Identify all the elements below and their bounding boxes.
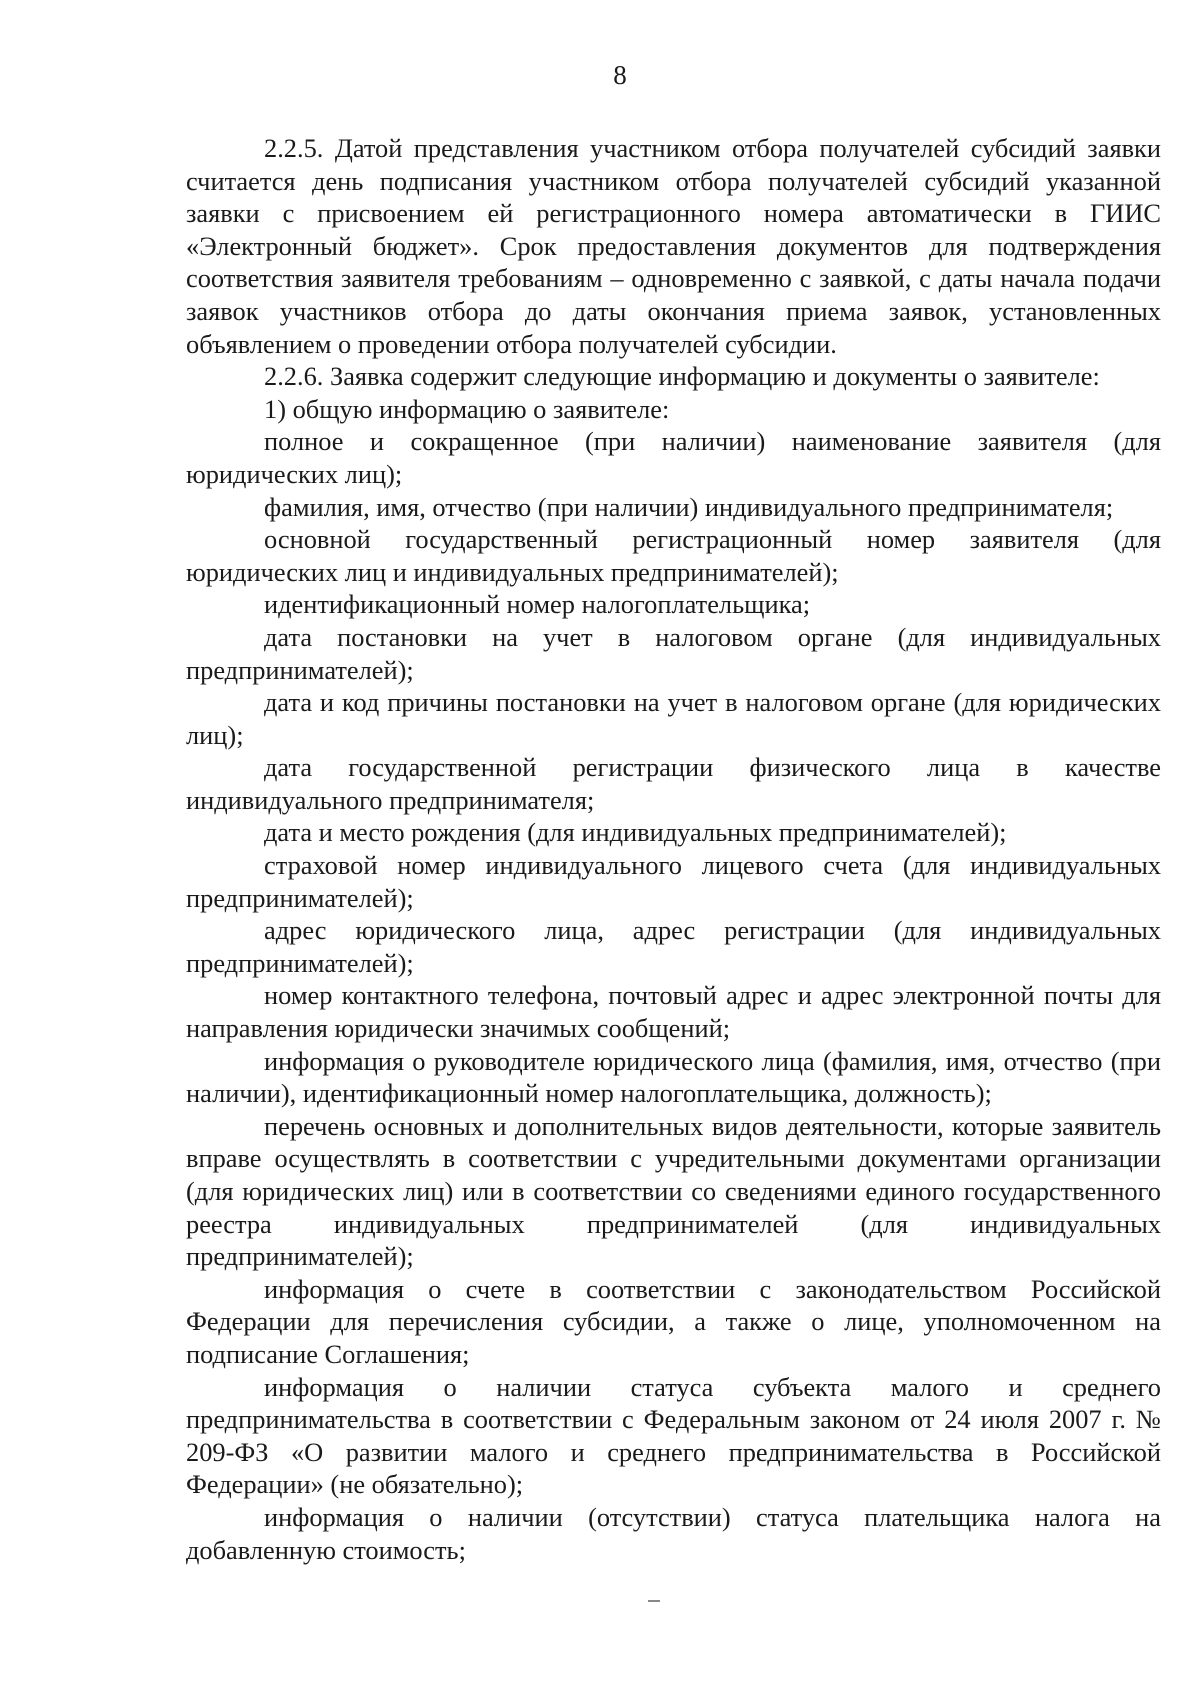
list-item-address: адрес юридического лица, адрес регистрации (для индивидуальных предпринимателей); [186, 915, 1161, 978]
list-item-kpp: дата и код причины постановки на учет в налоговом органе (для юридических лиц); [186, 687, 1161, 750]
list-item-snils: страховой номер индивидуального лицевого счета (для индивидуальных предпринимателей); [186, 850, 1161, 913]
list-item-full-name: полное и сокращенное (при наличии) наименование заявителя (для юридических лиц); [186, 426, 1161, 489]
page-number: 8 [613, 60, 627, 90]
document-body [186, 132, 1161, 1566]
list-item-tax-registration-date: дата постановки на учет в налоговом органе (для индивидуальных предпринимателей); [186, 621, 1161, 685]
list-item-contacts: номер контактного телефона, почтовый адрес и адрес электронной почты для направления юридически значимых сообщений; [186, 980, 1161, 1044]
paragraph-2-2-6: 2.2.6. Заявка содержит следующие информацию и документы о заявителе: [264, 361, 1100, 392]
list-item-state-registration-date: дата государственной регистрации физического лица в качестве индивидуального предпринимателя; [186, 752, 1161, 815]
list-item-activity-types: перечень основных и дополнительных видов деятельности, которые заявитель вправе осуществлять в соответствии с учредительными документами организации (для юридических лиц) или в соответствии со сведениями единого государственного реестра индивидуальных предпринимателей (для индивидуальных предпринимателей); [186, 1110, 1161, 1272]
list-item-director-info: информация о руководителе юридического лица (фамилия, имя, отчество (при наличии), идентификационный номер налогоплательщика, должность); [186, 1045, 1161, 1109]
list-item-person-name: фамилия, имя, отчество (при наличии) индивидуального предпринимателя; [264, 491, 1114, 522]
list-item-inn: идентификационный номер налогоплательщика; [264, 589, 811, 620]
scan-mark [648, 1600, 660, 1602]
list-item-general-info: 1) общую информацию о заявителе: [264, 393, 670, 424]
list-item-bank-account: информация о счете в соответствии с законодательством Российской Федерации для перечисления субсидии, а также о лице, уполномоченном на подписание Соглашения; [186, 1273, 1161, 1369]
paragraph-2-2-5: 2.2.5. Датой представления участником отбора получателей субсидий заявки считается день подписания участником отбора получателей субсидий указанной заявки с присвоением ей регистрационного номера автоматически в ГИИС «Электронный бюджет». Срок предоставления документов для подтверждения соответствия заявителя требованиям – одновременно с заявкой, с даты начала подачи заявок участников отбора до даты окончания приема заявок, установленных объявлением о проведении отбора получателей субсидии. [186, 133, 1161, 359]
list-item-ogrn: основной государственный регистрационный номер заявителя (для юридических лиц и индивидуальных предпринимателей); [186, 524, 1161, 587]
list-item-vat-status: информация о наличии (отсутствии) статуса плательщика налога на добавленную стоимость; [186, 1501, 1161, 1565]
list-item-birth-date-place: дата и место рождения (для индивидуальных предпринимателей); [264, 817, 1007, 848]
list-item-sme-status: информация о наличии статуса субъекта малого и среднего предпринимательства в соответствии с Федеральным законом от 24 июля 2007 г. № 209-ФЗ «О развитии малого и среднего предпринимательства в Российской Федерации» (не обязательно); [186, 1371, 1161, 1500]
